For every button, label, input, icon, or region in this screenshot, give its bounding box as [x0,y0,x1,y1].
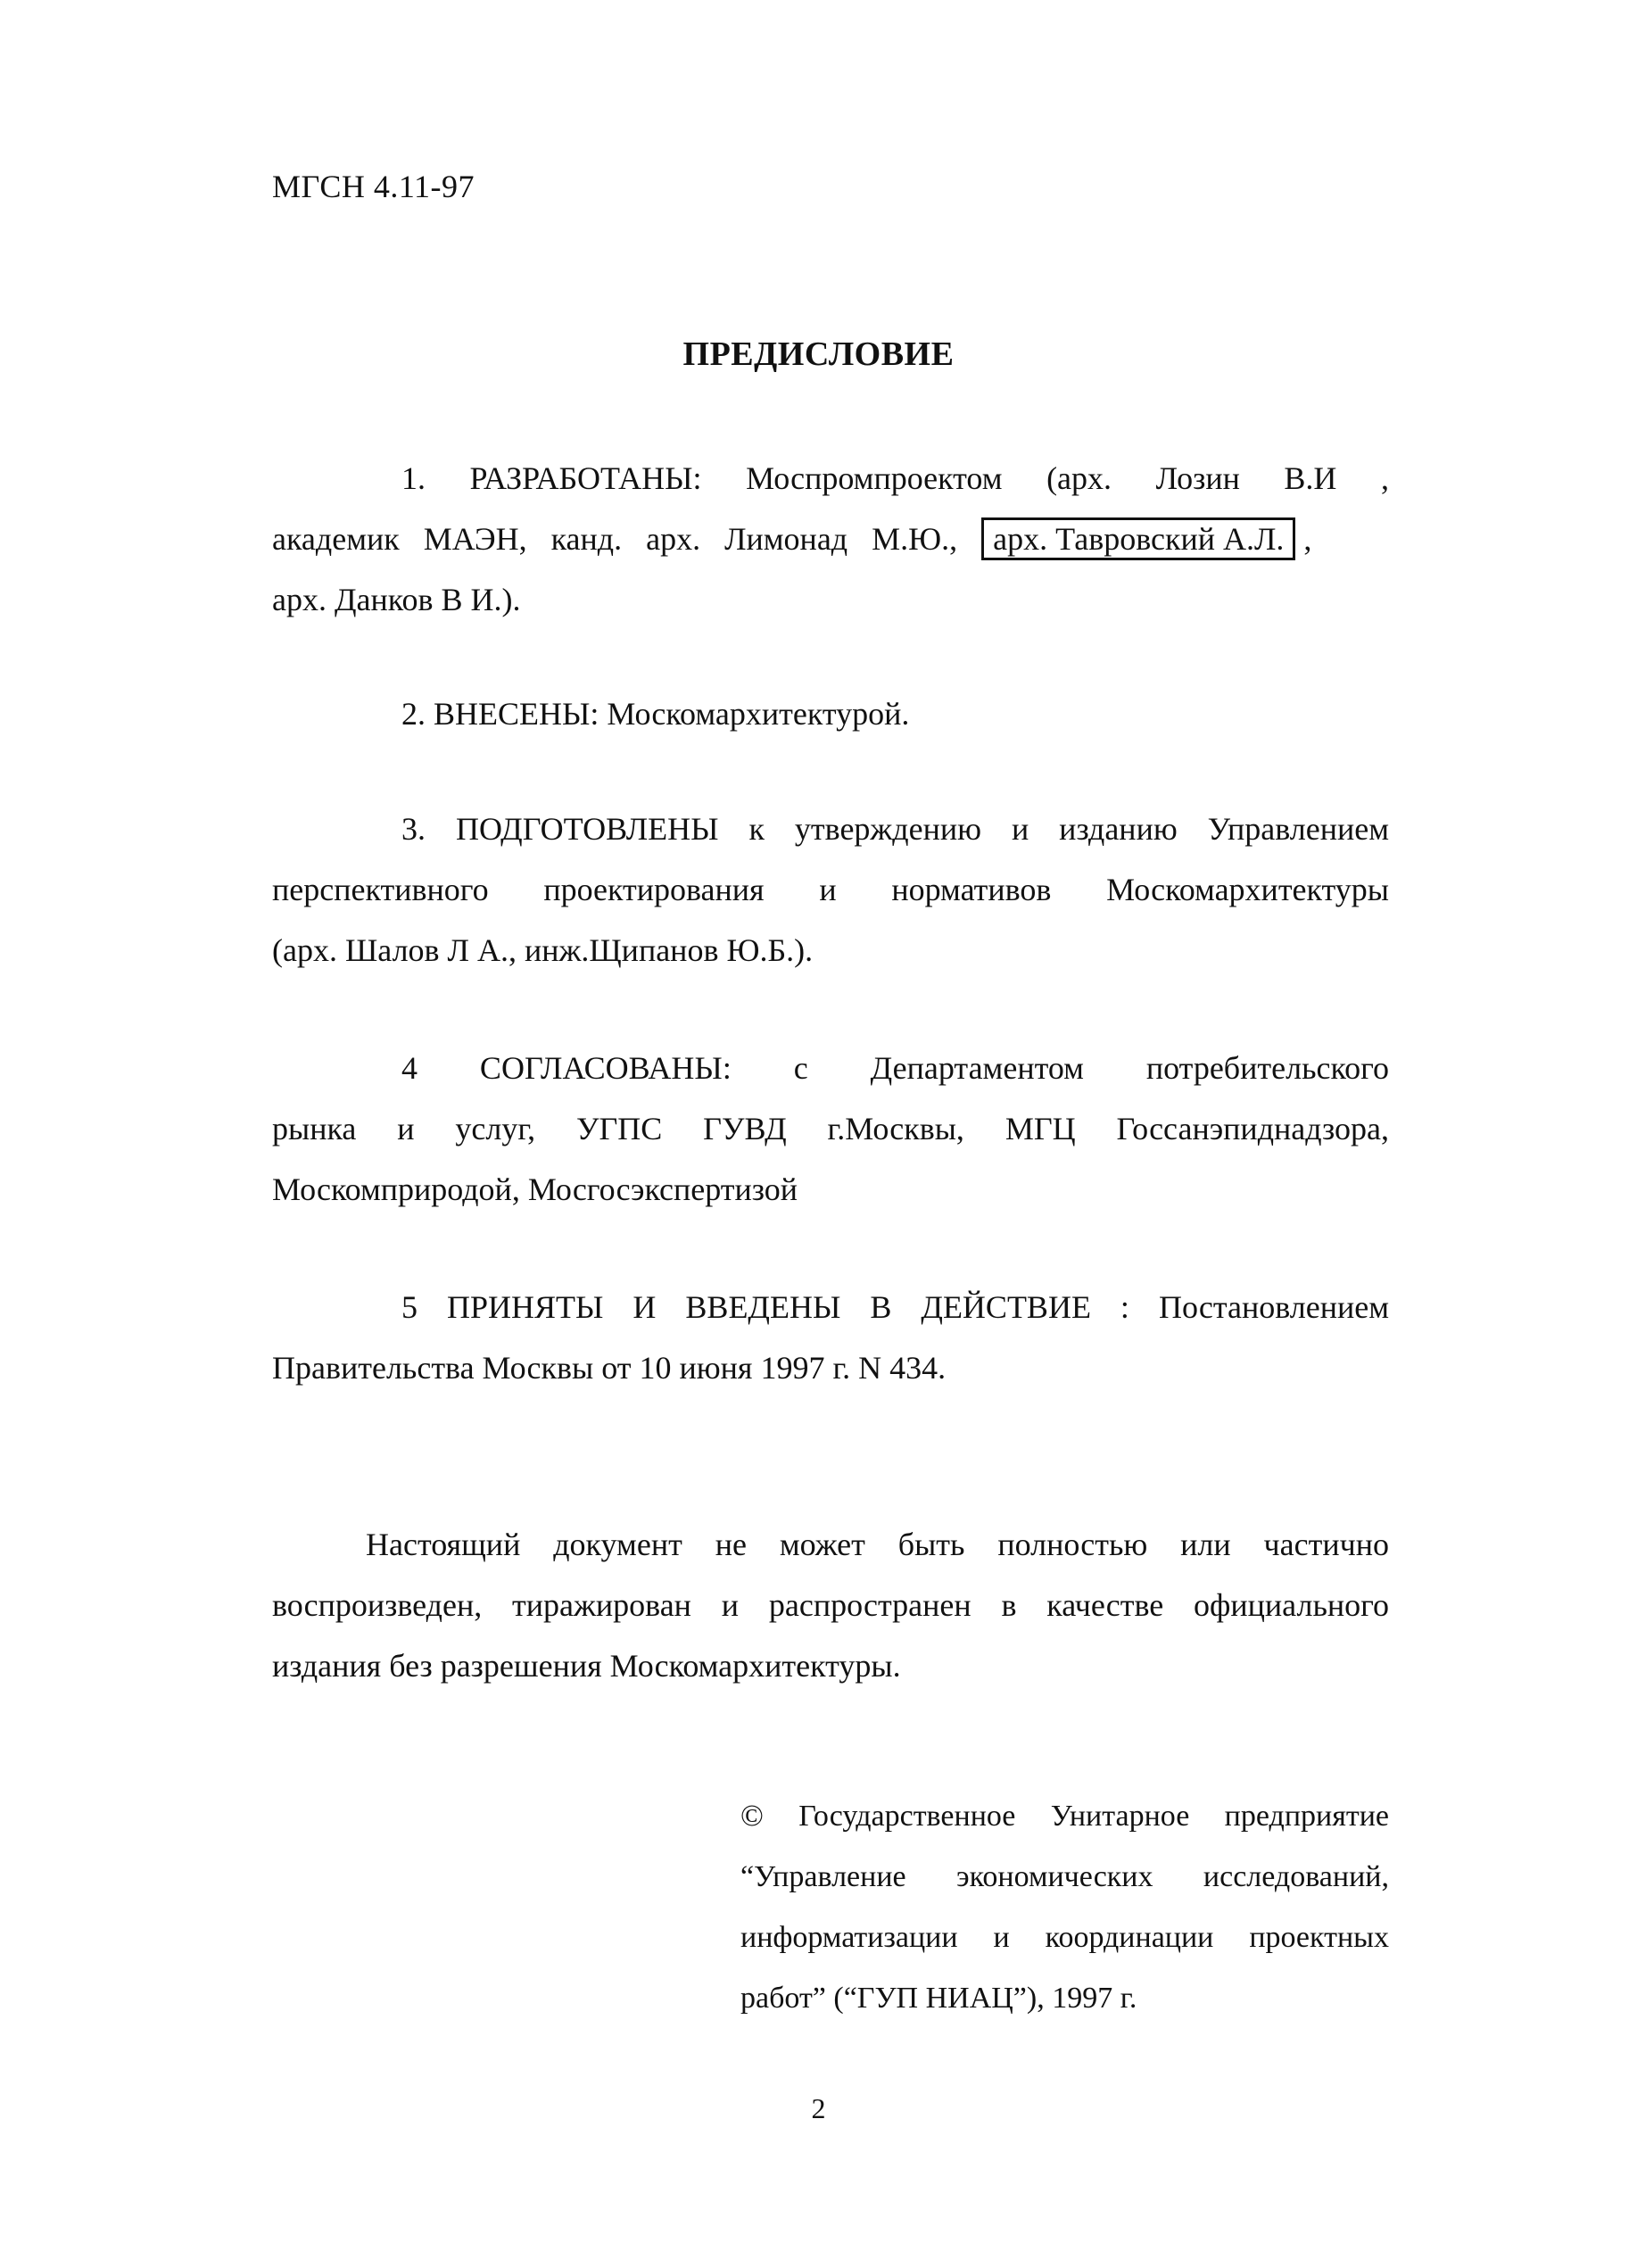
section-3-line-3: (арх. Шалов Л А., инж.Щипанов Ю.Б.). [272,932,814,968]
section-developed [272,448,1389,630]
boxed-author-name: арх. Тавровский А.Л. [981,517,1295,560]
copyright-block [740,1786,1389,2029]
copyright-line-1: © Государственное Унитарное предприятие [740,1800,1389,1833]
copyright-line-4: работ” (“ГУП НИАЦ”), 1997 г. [740,1982,1137,2015]
section-1-line-2-tail: , [1295,521,1312,557]
copyright-line-3: информатизации и координации проектных [740,1921,1389,1954]
section-5-line-2: Правительства Москвы от 10 июня 1997 г. N 434. [272,1350,947,1386]
section-1-line-2 [272,509,1389,569]
section-1-line-2-text: академик МАЭН, канд. арх. Лимонад М.Ю., [272,521,982,557]
page-title: ПРЕДИСЛОВИЕ [682,335,955,373]
section-4-line-1: 4 СОГЛАСОВАНЫ: с Департаментом потребительского [401,1050,1389,1086]
reproduction-notice [272,1514,1389,1696]
section-3-line-2: перспективного проектирования и нормативов Москомархитектуры [272,872,1389,907]
section-4-line-2: рынка и услуг, УГПС ГУВД г.Москвы, МГЦ Госсанэпиднадзора, [272,1111,1389,1146]
section-submitted [272,683,1389,744]
page-number: 2 [811,2092,826,2124]
document-code: МГСН 4.11-97 [272,169,475,204]
section-4-line-3: Москомприродой, Мосгосэкспертизой [272,1171,798,1207]
notice-line-3: издания без разрешения Москомархитектуры. [272,1648,901,1684]
section-3-line-1: 3. ПОДГОТОВЛЕНЫ к утверждению и изданию Управлением [401,811,1389,847]
section-1-line-3: арх. Данков В И.). [272,582,521,617]
notice-line-1: Настоящий документ не может быть полностью или частично [366,1527,1389,1562]
section-agreed [272,1038,1389,1220]
notice-line-2: воспроизведен, тиражирован и распространен в качестве официального [272,1587,1389,1623]
section-1-line-1: 1. РАЗРАБОТАНЫ: Моспромпроектом (арх. Лозин В.И , [401,460,1389,496]
section-adopted [272,1277,1389,1398]
section-prepared [272,799,1389,981]
copyright-line-2: “Управление экономических исследований, [740,1860,1389,1893]
section-2-line-1: 2. ВНЕСЕНЫ: Москомархитектурой. [401,696,910,732]
section-5-line-1: 5 ПРИНЯТЫ И ВВЕДЕНЫ В ДЕЙСТВИЕ : Постановлением [401,1289,1389,1325]
